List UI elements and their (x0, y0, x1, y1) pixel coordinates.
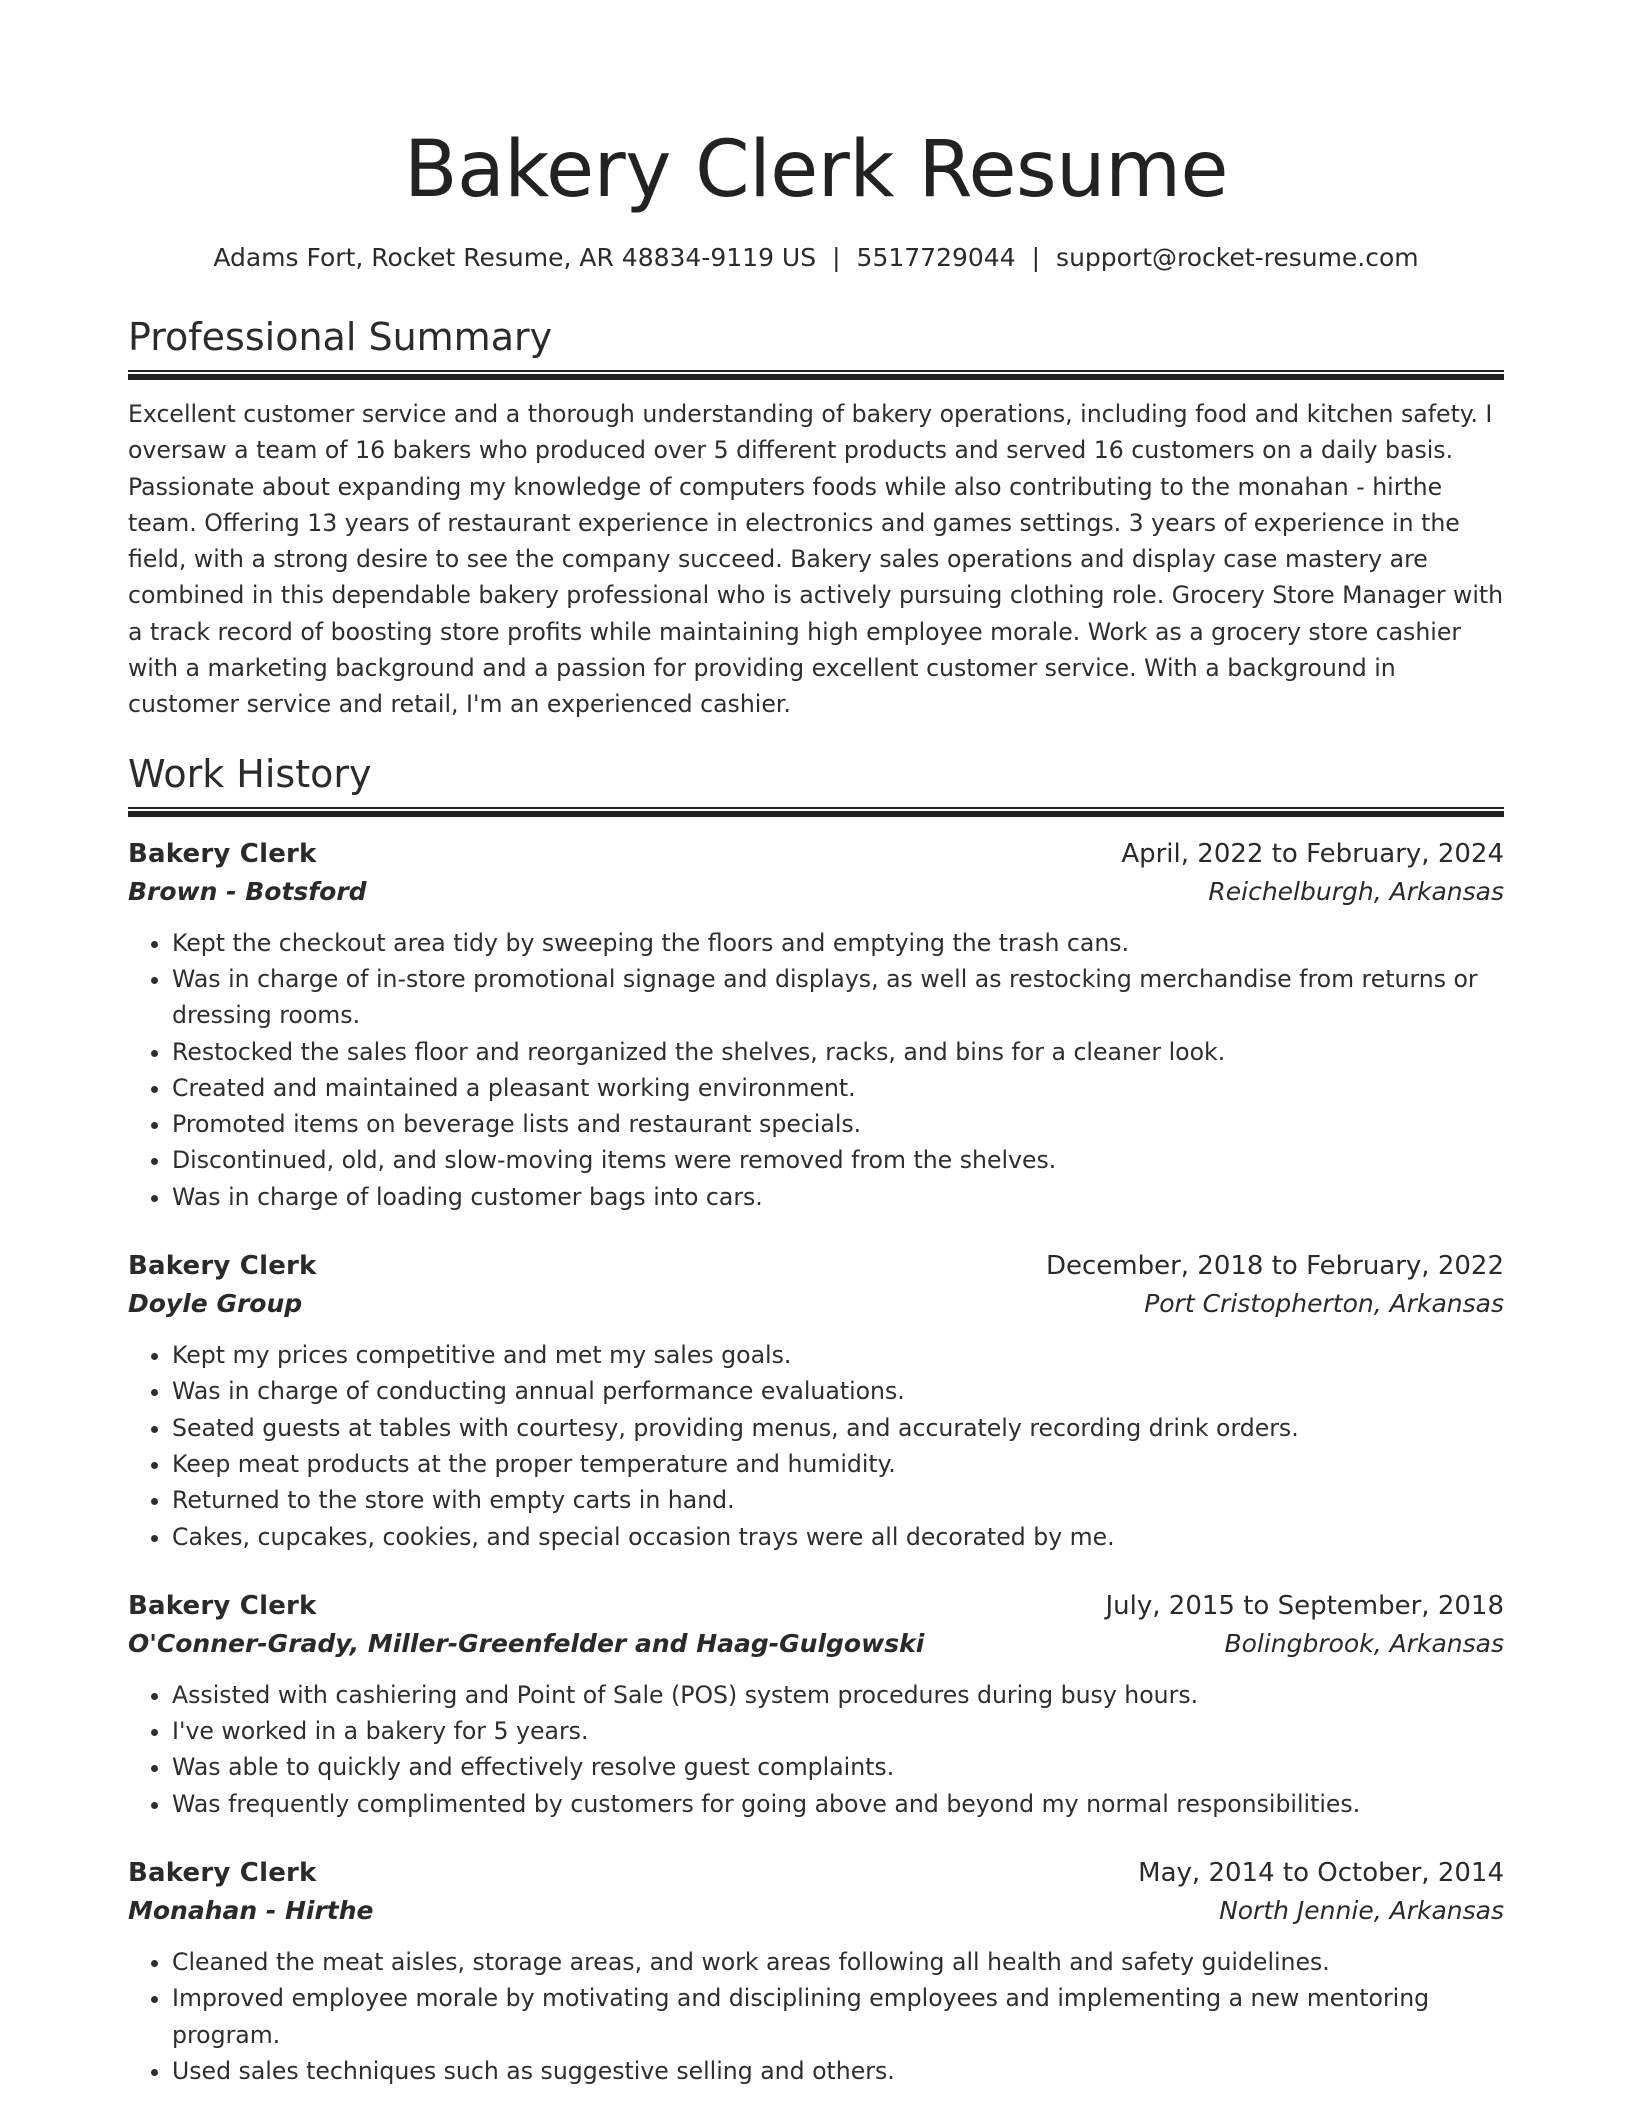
job-bullet: • Was in charge of in-store promotional signage and displays, as well as restocking merchandise from returns or dressing rooms. (172, 961, 1504, 1034)
job-bullet: • Kept my prices competitive and met my sales goals. (172, 1337, 1504, 1373)
job-bullet: • Returned to the store with empty carts in hand. (172, 1482, 1504, 1518)
contact-phone: 5517729044 (856, 243, 1016, 272)
work-history-heading: Work History (128, 751, 372, 796)
job-location: Reichelburgh, Arkansas (1208, 876, 1504, 906)
job-header-row (128, 1247, 1504, 1285)
resume-page (128, 0, 1504, 2089)
job-dates: December, 2018 to February, 2022 (1045, 1251, 1504, 1282)
job-bullet: • I've worked in a bakery for 5 years. (172, 1713, 1504, 1749)
job-subheader-row (128, 1625, 1504, 1663)
job-subheader-row (128, 873, 1504, 911)
job-bullet-list (128, 1677, 1504, 1822)
job-bullet: • Was able to quickly and effectively resolve guest complaints. (172, 1749, 1504, 1785)
job-entry (128, 1854, 1504, 2089)
section-divider (128, 370, 1504, 380)
job-title: Bakery Clerk (128, 1251, 317, 1282)
contact-separator: | (832, 243, 841, 272)
job-entry (128, 835, 1504, 1215)
section-divider (128, 807, 1504, 817)
job-bullet: • Was frequently complimented by customers for going above and beyond my normal responsibilities. (172, 1786, 1504, 1822)
work-history-list (128, 835, 1504, 2090)
job-location: North Jennie, Arkansas (1219, 1896, 1504, 1926)
job-bullet-list (128, 925, 1504, 1215)
job-company: O'Conner-Grady, Miller-Greenfelder and Haag-Gulgowski (128, 1628, 925, 1658)
job-title: Bakery Clerk (128, 838, 317, 869)
job-bullet: • Assisted with cashiering and Point of Sale (POS) system procedures during busy hours. (172, 1677, 1504, 1713)
job-company: Brown - Botsford (128, 876, 367, 906)
job-bullet-list (128, 1337, 1504, 1555)
contact-separator: | (1031, 243, 1041, 272)
contact-address: Adams Fort, Rocket Resume, AR 48834-9119 US (213, 243, 817, 272)
job-header-row (128, 835, 1504, 873)
job-bullet: • Was in charge of conducting annual performance evaluations. (172, 1373, 1504, 1409)
job-company: Doyle Group (128, 1289, 303, 1319)
job-bullet: • Restocked the sales floor and reorganized the shelves, racks, and bins for a cleaner look. (172, 1034, 1504, 1070)
job-dates: May, 2014 to October, 2014 (1138, 1858, 1504, 1889)
resume-title: Bakery Clerk Resume (403, 125, 1229, 215)
job-bullet: • Kept the checkout area tidy by sweeping the floors and emptying the trash cans. (172, 925, 1504, 961)
summary-text: Excellent customer service and a thorough understanding of bakery operations, including food and kitchen safety. I oversaw a team of 16 bakers who produced over 5 different products and served 16 customers on a daily basis. Passionate about expanding my knowledge of computers foods while also contributing to the monahan - hirthe team. Offering 13 years of restaurant experience in electronics and games settings. 3 years of experience in the field, with a strong desire to see the company succeed. Bakery sales operations and display case mastery are combined in this dependable bakery professional who is actively pursuing clothing role. Grocery Store Manager with a track record of boosting store profits while maintaining high employee morale. Work as a grocery store cashier with a marketing background and a passion for providing excellent customer service. With a background in customer service and retail, I'm an experienced cashier. (128, 400, 1504, 719)
job-bullet: • Cleaned the meat aisles, storage areas, and work areas following all health and safety guidelines. (172, 1944, 1504, 1980)
job-location: Port Cristopherton, Arkansas (1144, 1289, 1504, 1319)
job-bullet: • Was in charge of loading customer bags into cars. (172, 1179, 1504, 1215)
job-bullet: • Used sales techniques such as suggestive selling and others. (172, 2053, 1504, 2089)
job-dates: July, 2015 to September, 2018 (1105, 1590, 1504, 1621)
job-company: Monahan - Hirthe (128, 1896, 374, 1926)
job-header-row (128, 1587, 1504, 1625)
job-subheader-row (128, 1892, 1504, 1930)
job-bullet: • Discontinued, old, and slow-moving items were removed from the shelves. (172, 1142, 1504, 1178)
job-title: Bakery Clerk (128, 1858, 317, 1889)
job-bullet: • Improved employee morale by motivating and disciplining employees and implementing a new mentoring program. (172, 1980, 1504, 2053)
job-title: Bakery Clerk (128, 1590, 317, 1621)
job-bullet: • Cakes, cupcakes, cookies, and special occasion trays were all decorated by me. (172, 1519, 1504, 1555)
job-subheader-row (128, 1285, 1504, 1323)
job-bullet: • Promoted items on beverage lists and restaurant specials. (172, 1106, 1504, 1142)
job-dates: April, 2022 to February, 2024 (1121, 838, 1504, 869)
job-bullet: • Keep meat products at the proper temperature and humidity. (172, 1446, 1504, 1482)
summary-heading: Professional Summary (128, 315, 553, 359)
job-entry (128, 1587, 1504, 1822)
job-bullet: • Seated guests at tables with courtesy, providing menus, and accurately recording drink orders. (172, 1410, 1504, 1446)
job-header-row (128, 1854, 1504, 1892)
job-location: Bolingbrook, Arkansas (1224, 1628, 1504, 1658)
contact-line (128, 240, 1504, 276)
job-entry (128, 1247, 1504, 1555)
job-bullet: • Created and maintained a pleasant working environment. (172, 1070, 1504, 1106)
job-bullet-list (128, 1944, 1504, 2089)
contact-email[interactable]: support@rocket-resume.com (1056, 243, 1419, 272)
